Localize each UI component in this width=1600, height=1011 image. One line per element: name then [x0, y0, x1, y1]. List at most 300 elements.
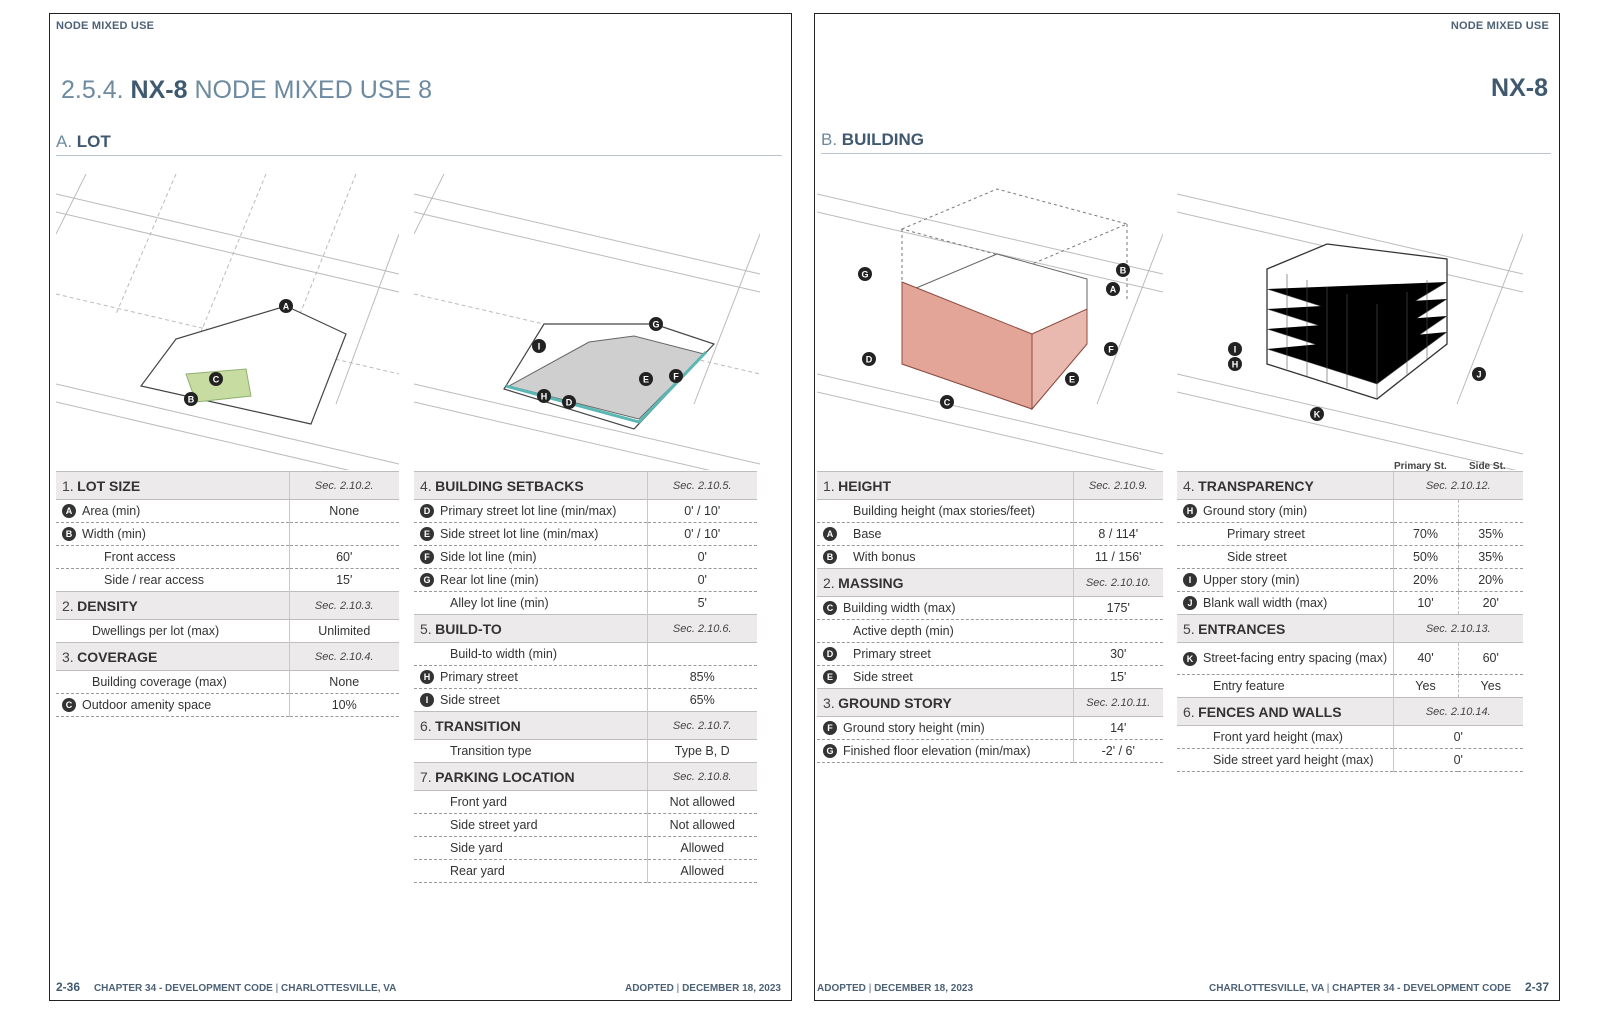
building-diagram-svg: [817, 174, 1163, 470]
frontage-spec-body: [1177, 472, 1523, 772]
row-label-wrap: [1183, 652, 1391, 666]
row-label: Area (min): [82, 504, 141, 518]
marker-icon: D: [823, 647, 837, 661]
row-value: Unlimited: [289, 620, 399, 643]
row-label-wrap: [823, 601, 1071, 615]
row-label-wrap: [62, 675, 287, 689]
table-row: [817, 620, 1163, 643]
running-head: NODE MIXED USE: [56, 20, 155, 32]
table-row: [56, 694, 399, 717]
section-reference: Sec. 2.10.11.: [1073, 689, 1163, 717]
diagram-marker-letter: C: [943, 397, 951, 408]
marker-icon: F: [420, 550, 434, 564]
row-label-wrap: [1183, 550, 1391, 564]
footer-city: CHARLOTTESVILLE, VA: [1208, 983, 1324, 994]
row-value: 30': [1073, 643, 1163, 666]
row-value-primary: 40': [1393, 643, 1458, 675]
table-group-header: [414, 472, 757, 500]
row-label-cell: [817, 643, 1073, 666]
row-label-cell: [414, 523, 647, 546]
diagram-marker-letter: C: [212, 374, 220, 385]
diagram-marker: [279, 299, 293, 313]
table-group-header: [817, 689, 1163, 717]
footer-date: DECEMBER 18, 2023: [874, 983, 974, 994]
section-reference: Sec. 2.10.3.: [289, 592, 399, 620]
lot-diagram: [56, 174, 399, 470]
row-value-primary: 50%: [1393, 546, 1458, 569]
row-label-cell: [56, 620, 289, 643]
row-label-wrap: [420, 864, 645, 878]
diagram-marker-letter: E: [1068, 374, 1076, 385]
group-number: 1.: [823, 477, 835, 494]
row-label: Width (min): [82, 527, 146, 541]
table-row: [817, 546, 1163, 569]
section-prefix: A.: [56, 132, 73, 151]
table-row: [414, 592, 757, 615]
footer-adopted: ADOPTED | DECEMBER 18, 2023: [817, 983, 974, 994]
row-label-cell: [414, 689, 647, 712]
row-label-cell: [414, 546, 647, 569]
row-label-cell: [414, 569, 647, 592]
row-value: [647, 643, 757, 666]
row-label-cell: [817, 597, 1073, 620]
section-title: BUILDING: [841, 130, 924, 149]
row-label-wrap: [1183, 679, 1391, 693]
table-row: [56, 523, 399, 546]
diagram-marker: [940, 395, 954, 409]
diagram-marker: [1104, 342, 1118, 356]
row-label-wrap: [823, 647, 1071, 661]
footer-date: DECEMBER 18, 2023: [682, 983, 781, 994]
row-label-cell: [1177, 675, 1393, 698]
row-label: Side lot line (min): [440, 550, 537, 564]
marker-icon: H: [1183, 504, 1197, 518]
section-reference: Sec. 2.10.10.: [1073, 569, 1163, 597]
setback-spec-body: [414, 472, 757, 883]
table-row: [817, 597, 1163, 620]
row-label-cell: [414, 814, 647, 837]
table-group-header: [817, 569, 1163, 597]
row-label-cell: [1177, 643, 1393, 675]
row-value: -2' / 6': [1073, 740, 1163, 763]
group-number: 7.: [420, 768, 432, 785]
diagram-marker-letter: A: [1109, 284, 1117, 295]
row-label: Side street lot line (min/max): [440, 527, 599, 541]
diagram-marker: [858, 267, 872, 281]
row-label-cell: [414, 791, 647, 814]
diagram-marker: [1116, 263, 1130, 277]
section-reference: Sec. 2.10.4.: [289, 643, 399, 671]
row-label-cell: [414, 860, 647, 883]
table-row: [414, 523, 757, 546]
group-title-cell: [56, 643, 289, 671]
running-head: NODE MIXED USE: [1450, 20, 1549, 32]
facade-diagram-svg: [1177, 174, 1523, 470]
table-row: [414, 814, 757, 837]
group-number: 6.: [1183, 703, 1195, 720]
section-reference: Sec. 2.10.6.: [647, 615, 757, 643]
row-label-wrap: [420, 596, 645, 610]
footer-adopted-label: ADOPTED: [817, 983, 866, 994]
table-group-header: [1177, 615, 1523, 643]
table-row: [414, 643, 757, 666]
row-label-wrap: [823, 670, 1071, 684]
table-row: [817, 500, 1163, 523]
section-reference: Sec. 2.10.7.: [647, 712, 757, 740]
frontage-spec-table: [1177, 471, 1523, 772]
section-reference: Sec. 2.10.8.: [647, 763, 757, 791]
row-value: 60': [289, 546, 399, 569]
row-value: 0' / 10': [647, 523, 757, 546]
marker-icon: A: [823, 527, 837, 541]
group-number: 3.: [62, 648, 74, 665]
row-label-wrap: [62, 550, 287, 564]
row-label: Side street yard: [450, 818, 538, 832]
group-title: GROUND STORY: [838, 694, 952, 711]
row-value: 10%: [289, 694, 399, 717]
row-label-cell: [56, 569, 289, 592]
row-value: 175': [1073, 597, 1163, 620]
row-label-cell: [56, 523, 289, 546]
group-title-cell: [1177, 698, 1393, 726]
footer-page-number: 2-36: [56, 980, 81, 994]
row-label: Transition type: [450, 744, 532, 758]
row-label-cell: [414, 643, 647, 666]
row-value: Type B, D: [647, 740, 757, 763]
row-label: Side / rear access: [104, 573, 205, 587]
row-value-primary: 20%: [1393, 569, 1458, 592]
group-number: 4.: [1183, 477, 1195, 494]
row-value-side: 20': [1458, 592, 1523, 615]
table-row: [414, 569, 757, 592]
table-row: [414, 546, 757, 569]
row-value-side: 60': [1458, 643, 1523, 675]
table-group-header: [56, 472, 399, 500]
diagram-marker-letter: D: [565, 397, 573, 408]
footer-page-number: 2-37: [1524, 980, 1549, 994]
group-number: 5.: [420, 620, 432, 637]
group-title-cell: [414, 712, 647, 740]
row-label-wrap: [1183, 504, 1391, 518]
row-label-cell: [1177, 523, 1393, 546]
row-label: Primary street lot line (min/max): [440, 504, 617, 518]
group-title-cell: [1177, 615, 1393, 643]
facade-diagram: [1177, 174, 1523, 470]
row-label-wrap: [420, 504, 645, 518]
table-group-header: [414, 763, 757, 791]
row-label: Side street: [853, 670, 913, 684]
row-label: Ground story (min): [1203, 504, 1308, 518]
building-diagram: [817, 174, 1163, 470]
diagram-marker-letter: K: [1313, 409, 1321, 420]
marker-icon: B: [62, 527, 76, 541]
table-row: [56, 569, 399, 592]
row-label-wrap: [62, 504, 287, 518]
row-label-cell: [817, 740, 1073, 763]
diagram-marker: [639, 372, 653, 386]
row-label: Build-to width (min): [450, 647, 557, 661]
group-number: 4.: [420, 477, 432, 494]
table-row: [414, 860, 757, 883]
row-label-cell: [56, 546, 289, 569]
row-value: 0': [1393, 726, 1523, 749]
diagram-marker-letter: F: [1108, 344, 1114, 355]
row-label: Front yard: [450, 795, 507, 809]
row-value: Not allowed: [647, 791, 757, 814]
row-label: Primary street: [1227, 527, 1305, 541]
marker-icon: B: [823, 550, 837, 564]
marker-icon: I: [420, 693, 434, 707]
table-row: [414, 740, 757, 763]
row-value: 0': [1393, 749, 1523, 772]
row-label-cell: [56, 694, 289, 717]
row-label-wrap: [1183, 730, 1391, 744]
row-label: Outdoor amenity space: [82, 698, 212, 712]
table-group-header: [1177, 472, 1523, 500]
marker-icon: A: [62, 504, 76, 518]
group-title-cell: [817, 689, 1073, 717]
table-row: [817, 740, 1163, 763]
table-row: [1177, 675, 1523, 698]
row-label-wrap: [823, 744, 1071, 758]
row-value: 0': [647, 569, 757, 592]
lot-spec-body: [56, 472, 399, 717]
diagram-marker: [1065, 372, 1079, 386]
row-label-cell: [56, 671, 289, 694]
row-label-cell: [817, 523, 1073, 546]
group-title-cell: [56, 592, 289, 620]
row-label-wrap: [420, 670, 645, 684]
table-row: [1177, 726, 1523, 749]
row-value: None: [289, 500, 399, 523]
group-title: DENSITY: [77, 597, 138, 614]
group-title: ENTRANCES: [1198, 620, 1286, 637]
setback-diagram: [414, 174, 760, 470]
page-title-code: NX-8: [1491, 74, 1548, 102]
row-label: With bonus: [853, 550, 916, 564]
row-label-wrap: [420, 647, 645, 661]
row-label: Rear lot line (min): [440, 573, 539, 587]
table-row: [414, 791, 757, 814]
row-label-wrap: [420, 795, 645, 809]
row-label-cell: [1177, 569, 1393, 592]
table-row: [56, 620, 399, 643]
row-value: 15': [1073, 666, 1163, 689]
section-prefix: B.: [821, 130, 838, 149]
row-label-wrap: [62, 527, 287, 541]
row-label-wrap: [62, 573, 287, 587]
row-label: Base: [853, 527, 882, 541]
row-label-wrap: [420, 573, 645, 587]
building-spec-body: [817, 472, 1163, 763]
section-heading-lot: [56, 132, 782, 156]
row-label-wrap: [1183, 753, 1391, 767]
row-value: Not allowed: [647, 814, 757, 837]
group-title-cell: [817, 472, 1073, 500]
row-label: Active depth (min): [853, 624, 954, 638]
row-label: Ground story height (min): [843, 721, 985, 735]
row-label-cell: [817, 717, 1073, 740]
row-label-cell: [817, 546, 1073, 569]
row-value-primary: [1393, 500, 1458, 523]
row-value: 15': [289, 569, 399, 592]
row-label: Side street yard height (max): [1213, 753, 1374, 767]
group-number: 3.: [823, 694, 835, 711]
marker-icon: G: [823, 744, 837, 758]
diagram-marker-letter: G: [652, 319, 660, 330]
table-row: [1177, 643, 1523, 675]
row-label-cell: [817, 500, 1073, 523]
table-group-header: [1177, 698, 1523, 726]
row-label-wrap: [823, 527, 1071, 541]
row-label-cell: [414, 500, 647, 523]
diagram-marker-letter: D: [865, 354, 873, 365]
table-group-header: [414, 615, 757, 643]
group-title: HEIGHT: [838, 477, 892, 494]
diagram-marker: [649, 317, 663, 331]
diagram-marker: [1472, 367, 1486, 381]
row-value: 8 / 114': [1073, 523, 1163, 546]
row-label-cell: [414, 666, 647, 689]
page-title: [61, 76, 432, 105]
table-row: [817, 666, 1163, 689]
row-label-wrap: [1183, 596, 1391, 610]
row-label-cell: [56, 500, 289, 523]
row-value: [1073, 620, 1163, 643]
table-row: [1177, 523, 1523, 546]
section-reference: Sec. 2.10.12.: [1393, 472, 1523, 500]
marker-icon: K: [1183, 652, 1197, 666]
marker-icon: H: [420, 670, 434, 684]
marker-icon: D: [420, 504, 434, 518]
group-title-cell: [414, 615, 647, 643]
diagram-marker: [1106, 282, 1120, 296]
row-label: Blank wall width (max): [1203, 596, 1328, 610]
section-reference: Sec. 2.10.2.: [289, 472, 399, 500]
table-row: [817, 523, 1163, 546]
row-label-cell: [1177, 749, 1393, 772]
group-number: 2.: [62, 597, 74, 614]
row-value-primary: 70%: [1393, 523, 1458, 546]
row-value-primary: Yes: [1393, 675, 1458, 698]
setback-spec-table: [414, 471, 757, 883]
row-label: Side street: [1227, 550, 1287, 564]
diagram-marker-letter: G: [861, 269, 869, 280]
row-label-wrap: [420, 744, 645, 758]
row-value: [1073, 500, 1163, 523]
row-label: Street-facing entry spacing (max): [1203, 651, 1388, 665]
group-title-cell: [414, 763, 647, 791]
row-label-wrap: [1183, 527, 1391, 541]
row-label-wrap: [823, 721, 1071, 735]
row-value-side: Yes: [1458, 675, 1523, 698]
row-label-cell: [1177, 546, 1393, 569]
footer-adopted: ADOPTED | DECEMBER 18, 2023: [624, 983, 781, 994]
marker-icon: J: [1183, 596, 1197, 610]
diagram-marker: [1228, 342, 1242, 356]
row-label-wrap: [420, 693, 645, 707]
footer-left: 2-36 CHAPTER 34 - DEVELOPMENT CODE | CHARLOTTESVILLE, VA: [56, 980, 397, 994]
group-number: 1.: [62, 477, 74, 494]
section-reference: Sec. 2.10.14.: [1393, 698, 1523, 726]
row-value: 5': [647, 592, 757, 615]
page-right: [814, 13, 1560, 1001]
row-label-wrap: [1183, 573, 1391, 587]
table-row: [414, 500, 757, 523]
diagram-marker-letter: H: [540, 391, 548, 402]
row-label-cell: [817, 620, 1073, 643]
table-row: [1177, 546, 1523, 569]
row-value: Allowed: [647, 860, 757, 883]
marker-icon: C: [823, 601, 837, 615]
building-spec-table: [817, 471, 1163, 763]
section-heading-building: [821, 130, 1551, 154]
row-label: Primary street: [853, 647, 931, 661]
marker-icon: E: [823, 670, 837, 684]
group-title: TRANSPARENCY: [1198, 477, 1314, 494]
row-value: 0' / 10': [647, 500, 757, 523]
table-group-header: [817, 472, 1163, 500]
row-label-cell: [414, 592, 647, 615]
row-value: 11 / 156': [1073, 546, 1163, 569]
col-side-label: Side St.: [1469, 461, 1506, 472]
title-number: 2.5.4.: [61, 76, 124, 104]
diagram-marker: [1228, 357, 1242, 371]
table-row: [414, 689, 757, 712]
row-label-wrap: [823, 550, 1071, 564]
lot-spec-table: [56, 471, 399, 717]
group-title-cell: [56, 472, 289, 500]
row-label: Front access: [104, 550, 176, 564]
title-code: NX-8: [130, 76, 188, 104]
group-title: MASSING: [838, 574, 904, 591]
group-number: 2.: [823, 574, 835, 591]
row-label-wrap: [420, 818, 645, 832]
group-title: BUILD-TO: [435, 620, 502, 637]
table-group-header: [414, 712, 757, 740]
diagram-marker: [184, 392, 198, 406]
diagram-marker: [562, 395, 576, 409]
table-row: [1177, 569, 1523, 592]
row-label: Front yard height (max): [1213, 730, 1343, 744]
footer-right: CHARLOTTESVILLE, VA | CHAPTER 34 - DEVELOPMENT CODE 2-37: [1208, 980, 1549, 994]
group-title-cell: [1177, 472, 1393, 500]
table-group-header: [56, 643, 399, 671]
section-title: LOT: [76, 132, 111, 151]
row-label: Building height (max stories/feet): [853, 504, 1036, 518]
diagram-marker-letter: H: [1231, 359, 1239, 370]
row-label: Building width (max): [843, 601, 956, 615]
diagram-marker-letter: A: [282, 301, 290, 312]
row-label-wrap: [420, 550, 645, 564]
row-label-cell: [414, 837, 647, 860]
row-label-wrap: [62, 624, 287, 638]
section-reference: Sec. 2.10.5.: [647, 472, 757, 500]
group-number: 6.: [420, 717, 432, 734]
row-label-cell: [1177, 500, 1393, 523]
table-row: [1177, 749, 1523, 772]
diagram-marker-letter: F: [673, 371, 679, 382]
row-value: [289, 523, 399, 546]
table-group-header: [56, 592, 399, 620]
table-row: [56, 500, 399, 523]
table-row: [56, 671, 399, 694]
diagram-marker: [209, 372, 223, 386]
setback-diagram-svg: [414, 174, 760, 470]
row-label: Rear yard: [450, 864, 505, 878]
lot-diagram-svg: [56, 174, 399, 470]
marker-icon: E: [420, 527, 434, 541]
